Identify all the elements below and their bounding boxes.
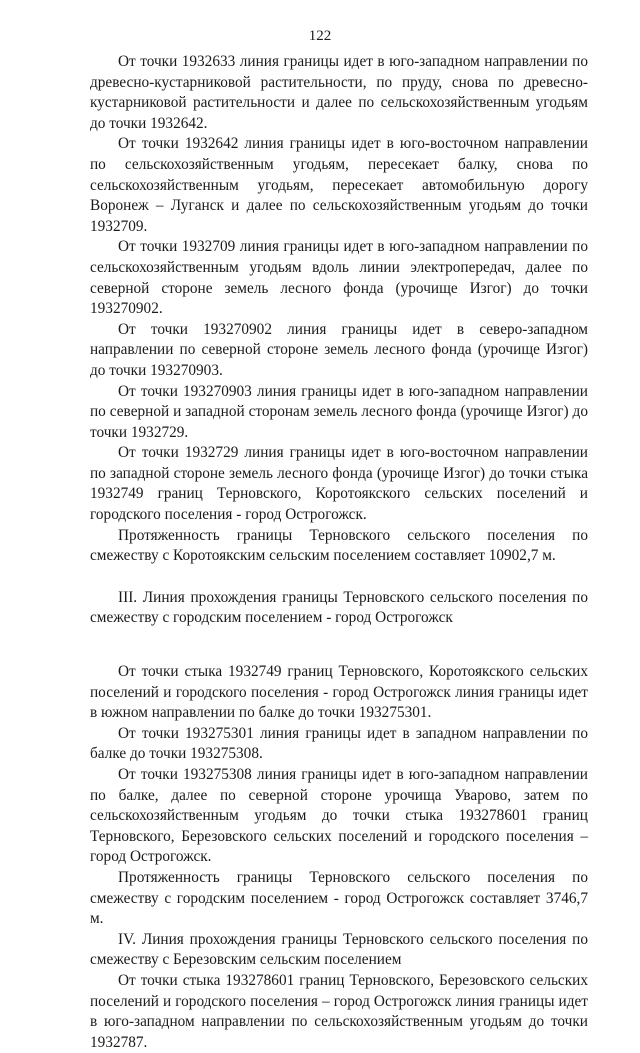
paragraph: От точки 1932633 линия границы идет в юго-западном направлении по древесно-кустарниковой растительности, по пруду, снова по древесно-кустарниковой растительности и далее по сельскохозяйственным угодьям до точки 1932642. xyxy=(90,53,588,132)
paragraph: От точки 1932709 линия границы идет в юго-западном направлении по сельскохозяйственным угодьям вдоль линии электропередач, далее по северной стороне земель лесного фонда (урочище Изгог) до точки 193270902. xyxy=(90,238,588,318)
paragraph: От точки 193270902 линия границы идет в северо-западном направлении по северной стороне земель лесного фонда (урочище Изгог) до точки 193270903. xyxy=(90,320,588,379)
paragraph: От точки 1932642 линия границы идет в юго-восточном направлении по сельскохозяйственным угодьям, пересекает балку, снова по сельскохозяйственным угодьям, пересекает автомобильную дорогу Воронеж – Луганск и далее по сельскохозяйственным угодьям до точки 1932709. xyxy=(90,135,588,235)
paragraph: От точки 193270903 линия границы идет в юго-западном направлении по северной и западной сторонам земель лесного фонда (урочище Изгог) до точки 1932729. xyxy=(90,382,588,441)
section-heading-iv: IV. Линия прохождения границы Терновского сельского поселения по смежеству с Березовским сельским поселением xyxy=(90,930,588,969)
paragraph: От точки стыка 1932749 границ Терновского, Коротоякского сельских поселений и городского поселения - город Острогожск линия границы идет в южном направлении по балке до точки 193275301. xyxy=(90,663,588,722)
spacer xyxy=(90,567,588,588)
spacer xyxy=(90,629,588,662)
paragraph: От точки стыка 193278601 границ Терновского, Березовского сельских поселений и городского поселения – город Острогожск линия границы идет в юго-западном направлении по сельскохозяйственным угодьям до точки 1932787. xyxy=(90,971,588,1051)
document-body xyxy=(90,52,588,1053)
section-heading-iii: III. Линия прохождения границы Терновского сельского поселения по смежеству с городским поселением - город Острогожск xyxy=(90,588,588,627)
page-number: 122 xyxy=(308,28,332,44)
paragraph: Протяженность границы Терновского сельского поселения по смежеству с Коротоякским сельским поселением составляет 10902,7 м. xyxy=(90,526,588,565)
paragraph: От точки 193275301 линия границы идет в западном направлении по балке до точки 193275308. xyxy=(90,724,588,763)
paragraph: От точки 193275308 линия границы идет в юго-западном направлении по балке, далее по северной стороне урочища Уварово, затем по сельскохозяйственным угодьям до точки стыка 193278601 границ Терновского, Березовского сельских поселений и городского поселения – город Острогожск. xyxy=(90,766,588,866)
paragraph: От точки 1932729 линия границы идет в юго-восточном направлении по западной стороне земель лесного фонда (урочище Изгог) до точки стыка 1932749 границ Терновского, Коротоякского сельских поселений и городского поселения - город Острогожск. xyxy=(90,444,588,524)
paragraph: Протяженность границы Терновского сельского поселения по смежеству с городским поселением - город Острогожск составляет 3746,7 м. xyxy=(90,868,588,928)
